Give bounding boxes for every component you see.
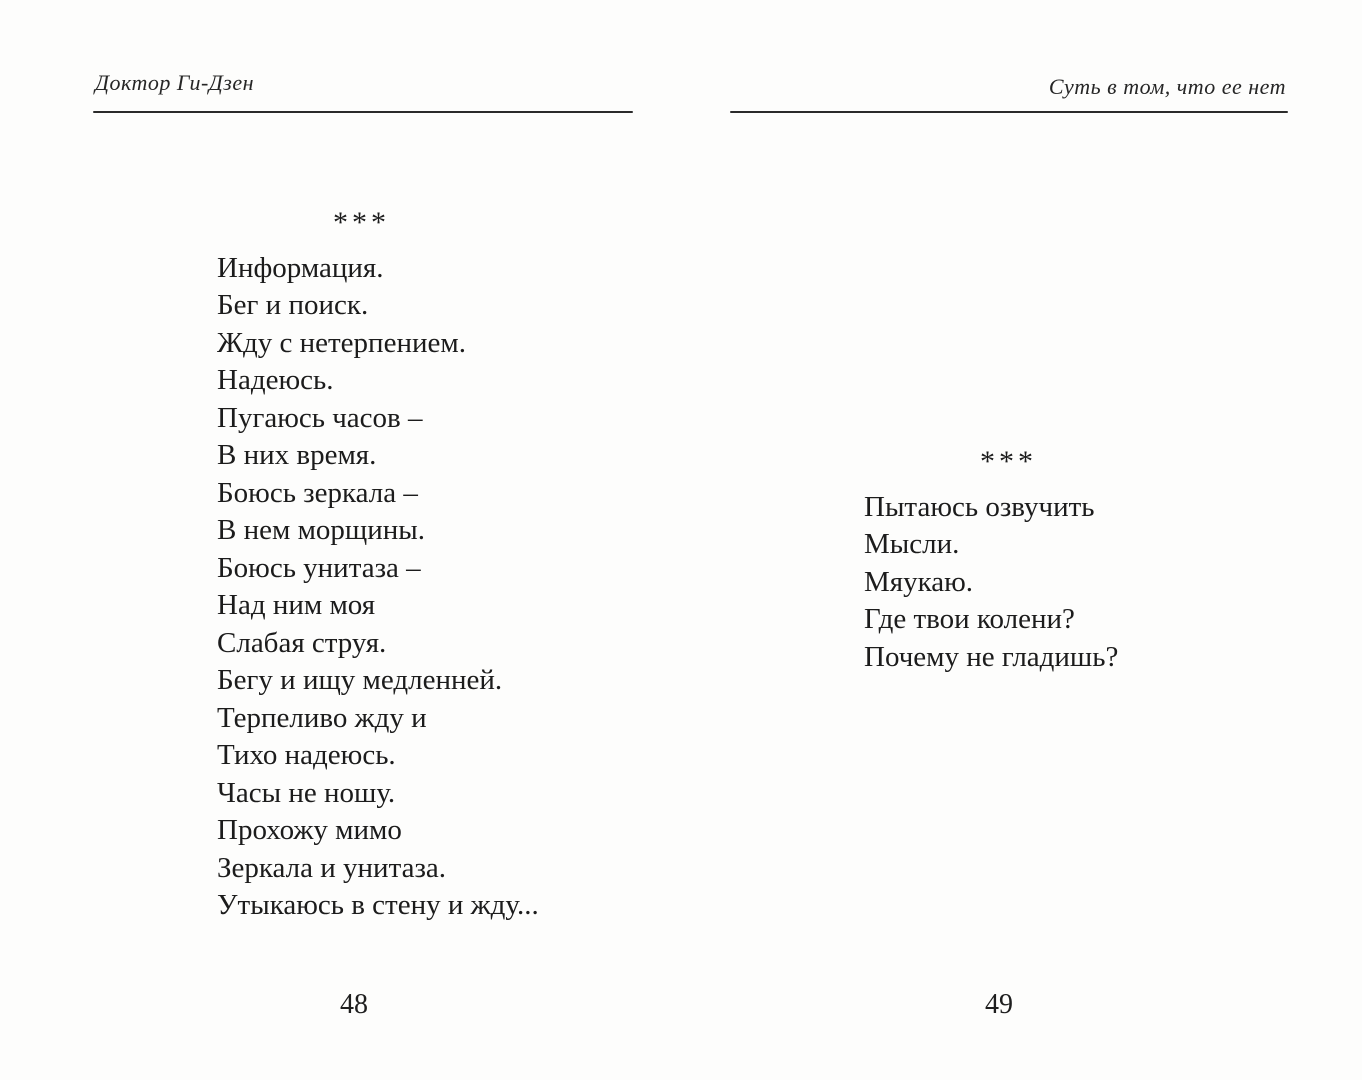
poem-line: Почему не гладишь?	[864, 640, 1119, 673]
poem-line: Жду с нетерпением.	[217, 326, 466, 359]
poem-line: Прохожу мимо	[217, 814, 402, 846]
poem-line: Бег и поиск.	[217, 289, 369, 321]
poem-line: Где твои колени?	[864, 603, 1075, 635]
poem-line: Утыкаюсь в стену и жду...	[217, 889, 539, 921]
poem-line: В нем морщины.	[217, 514, 426, 546]
page-number-right: 49	[985, 989, 1013, 1020]
poem-line: Слабая струя.	[217, 626, 387, 659]
poem-marker: ***	[333, 206, 390, 239]
poem-line: Пытаюсь озвучить	[864, 490, 1095, 523]
poem-lines-right	[864, 489, 1118, 677]
poem-line: Пугаюсь часов –	[217, 401, 423, 434]
poem-line: Тихо надеюсь.	[217, 739, 396, 771]
poem-line: Зеркала и унитаза.	[217, 851, 447, 884]
header-rule-right	[730, 111, 1288, 113]
poem-right	[864, 443, 1118, 676]
header-rule-left	[93, 111, 633, 113]
poem-marker: ***	[980, 445, 1037, 478]
running-header-right: Суть в том, что ее нет	[1048, 74, 1286, 99]
running-header-left: Доктор Ги-Дзен	[95, 70, 255, 95]
poem-line: Мысли.	[864, 528, 960, 560]
poem-line: Над ним моя	[217, 589, 376, 621]
page-number-left: 48	[340, 989, 368, 1020]
poem-line: Информация.	[217, 251, 384, 284]
poem-line: Мяукаю.	[864, 565, 974, 598]
poem-line: Боюсь зеркала –	[217, 476, 418, 509]
poem-line: Терпеливо жду и	[217, 701, 427, 734]
poem-line: Боюсь унитаза –	[217, 551, 421, 584]
poem-lines-left	[217, 250, 539, 925]
poem-line: Бегу и ищу медленней.	[217, 664, 503, 696]
poem-left	[217, 204, 539, 925]
poem-line: Надеюсь.	[217, 364, 334, 396]
poem-line: В них время.	[217, 439, 377, 471]
poem-line: Часы не ношу.	[217, 776, 396, 809]
